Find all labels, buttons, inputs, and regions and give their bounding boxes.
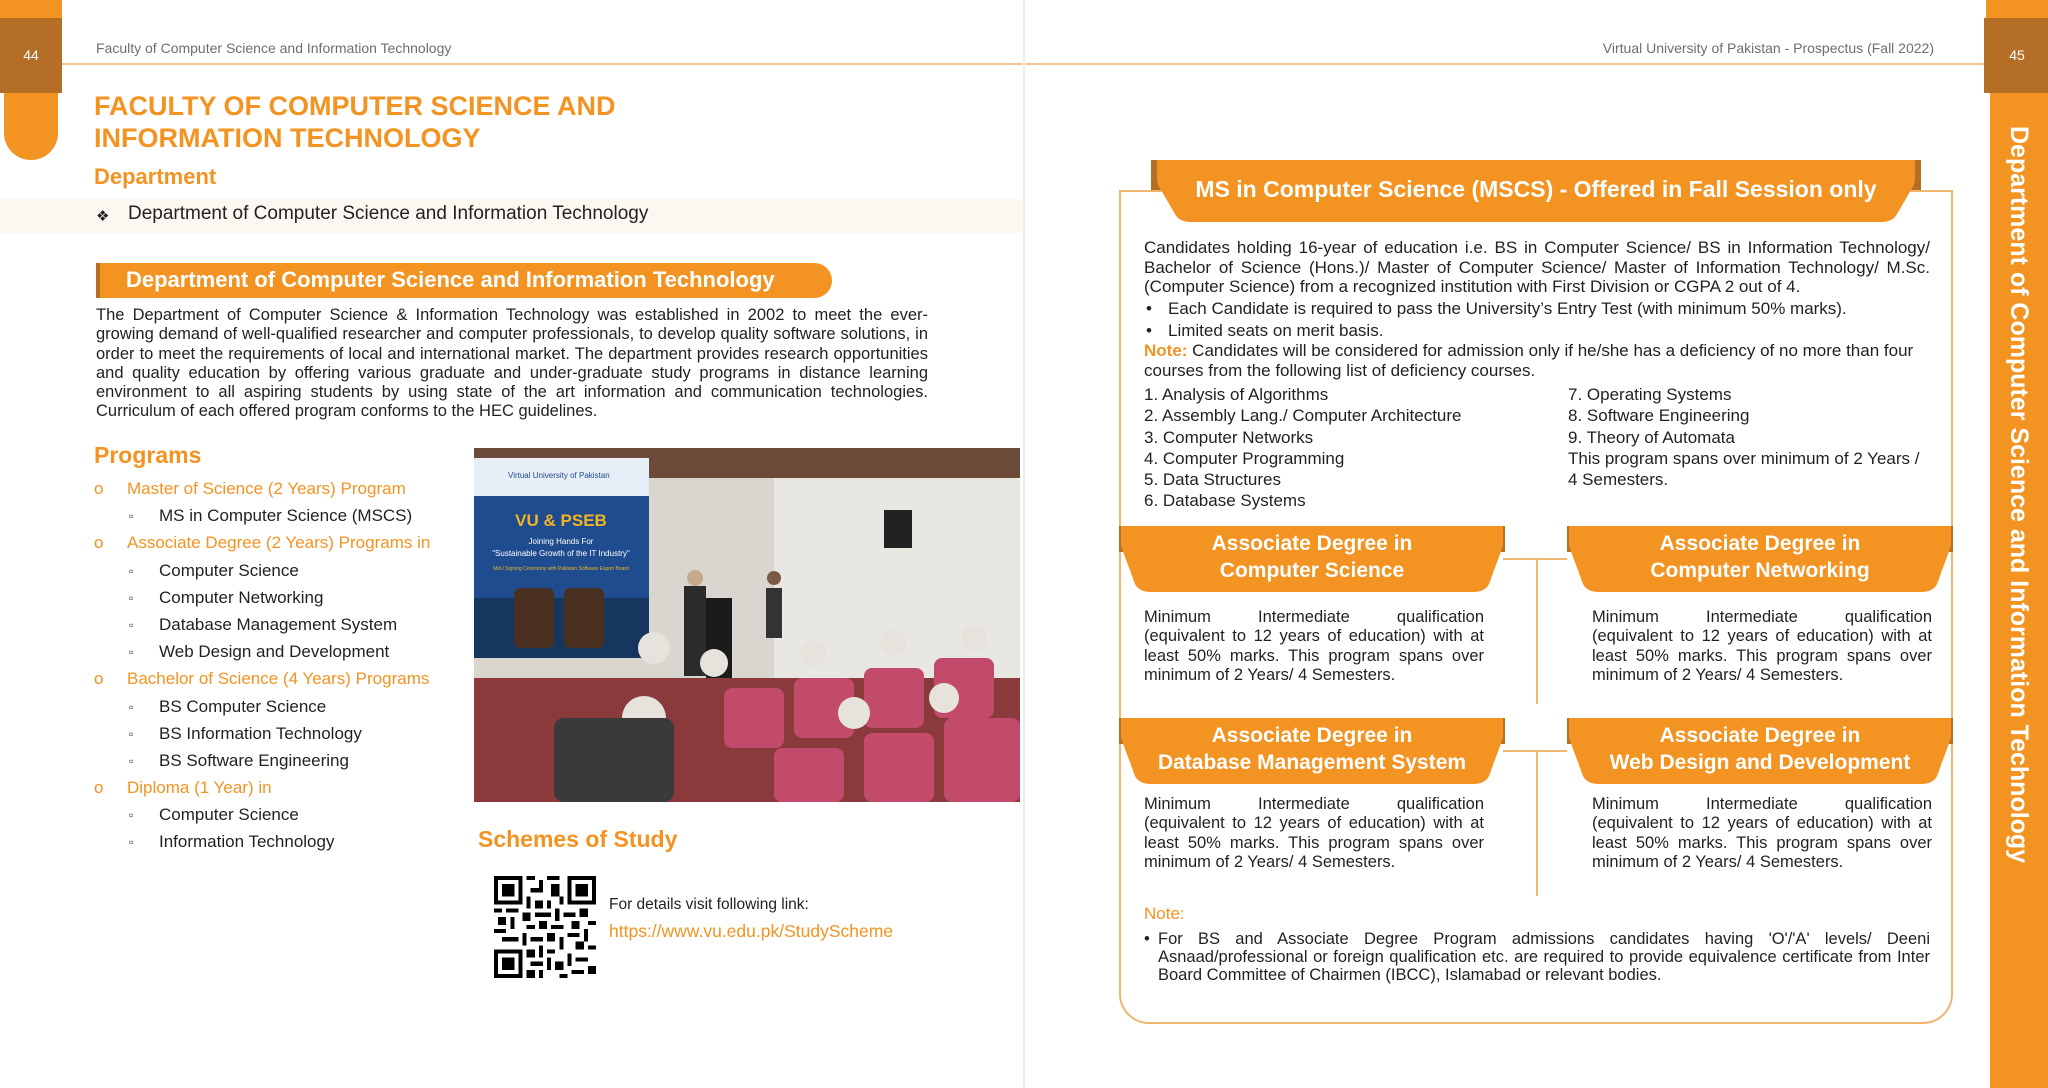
program-item [94,832,474,859]
deficiency-course: 1. Analysis of Algorithms [1144,385,1329,404]
schemes-caption: For details visit following link: [609,896,809,913]
program-label: Web Design and Development [159,642,390,662]
square-bullet-icon: ▫ [129,563,134,578]
program-label: Computer Science [159,805,299,825]
schemes-link[interactable]: https://www.vu.edu.pk/StudyScheme [609,921,894,941]
circle-bullet-icon: o [94,669,104,689]
banner-title: Department of Computer Science and Information Technology [126,267,775,292]
program-item [94,642,474,669]
program-item [94,697,474,724]
photo-banner-title: VU & PSEB [515,511,607,530]
intro-paragraph: The Department of Computer Science & Information Technology was established in 2002 to meet the ever-growing demand of well-qualified researcher and computer professionals, to develop quality software solutions, in order to meet the requirements of local and international market. The department provides research opportunities and quality education by offering various graduate and under-graduate study programs in distance learning environment to all aspiring students by using state of the art information and communication technologies. Curriculum of each offered program conforms to the HEC guidelines. [96,306,928,421]
square-bullet-icon: ▫ [129,617,134,632]
photo-banner-org: Virtual University of Pakistan [508,471,610,480]
ms-bullet: • Limited seats on merit basis. [1146,320,1384,340]
deficiency-course: 4. Computer Programming [1144,448,1345,468]
ms-title: MS in Computer Science (MSCS) - Offered in Fall Session only [1195,176,1877,202]
left-page [0,0,1023,1088]
circle-bullet-icon: o [94,533,104,553]
square-bullet-icon: ▫ [129,645,134,660]
page-number-right: 45 [2009,47,2025,63]
ms-note-text: Candidates will be considered for admission only if he/she has a deficiency of no more than four courses from the following list of deficiency courses. [1144,341,1914,380]
bottom-note-label: Note: [1144,904,1185,923]
square-bullet-icon: ▫ [129,590,134,605]
deficiency-course: 5. Data Structures [1144,470,1282,490]
program-label: Database Management System [159,614,398,634]
program-label: Information Technology [159,832,335,852]
program-category [94,778,474,805]
department-banner [96,263,832,298]
program-label: Computer Science [159,560,299,580]
assoc-body-dbms: Minimum Intermediate qualification (equivalent to 12 years of education) with at least 50% marks. This program spans over minimum of 2 Years/ 4 Semesters. [1144,795,1484,871]
assoc-title-web: Associate Degree in Web Design and Development [1609,724,1911,774]
deficiency-courses-col2 [1568,384,1930,490]
program-category [94,479,474,506]
deficiency-course: 6. Database Systems [1144,491,1306,511]
program-item [94,805,474,832]
bottom-note-text: For BS and Associate Degree Program admissions candidates having 'O'/'A' levels/ Deeni Asnaad/professional or foreign qualification etc. are required to provide equivalence certificate from Inter Board Committee of Chairmen (IBCC), Islamabad or relevant bodies. [1158,930,1930,984]
programs-heading: Programs [94,442,202,468]
program-label: Associate Degree (2 Years) Programs in [127,533,431,553]
square-bullet-icon: ▫ [129,808,134,823]
assoc-body-web: Minimum Intermediate qualification (equivalent to 12 years of education) with at least 50% marks. This program spans over minimum of 2 Years/ 4 Semesters. [1592,795,1932,871]
assoc-title-dbms: Associate Degree in Database Management System [1157,724,1467,774]
square-bullet-icon: ▫ [129,835,134,850]
square-bullet-icon: ▫ [129,726,134,741]
program-category [94,533,474,560]
program-label: BS Software Engineering [159,750,349,770]
bottom-note: • For BS and Associate Degree Program admissions candidates having 'O'/'A' levels/ Deeni Asnaad/professional or foreign qualification etc. are required to provide equivalence certificate from Inter Board Committee of Chairmen (IBCC), Islamabad or relevant bodies. [1144,930,1930,984]
department-heading: Department [94,164,217,189]
side-title: Department of Computer Science and Information Technology [2005,126,2033,864]
program-item [94,506,474,533]
ms-note [1144,341,1930,380]
department-list-row [0,199,1023,233]
department-item: Department of Computer Science and Information Technology [128,203,649,224]
program-label: BS Computer Science [159,696,327,716]
photo-banner-sub3: MoU Signing Ceremony with Pakistan Software Export Board [493,566,629,572]
program-item [94,561,474,588]
page-number-left: 44 [23,47,39,63]
photo-banner-sub1: Joining Hands For [528,537,594,546]
square-bullet-icon: ▫ [129,509,134,524]
program-label: Bachelor of Science (4 Years) Programs [127,669,430,689]
program-item [94,751,474,778]
program-label: MS in Computer Science (MSCS) [159,506,413,526]
assoc-body-cs: Minimum Intermediate qualification (equivalent to 12 years of education) with at least 50% marks. This program spans over minimum of 2 Years/ 4 Semesters. [1144,608,1484,684]
banner-edge [96,263,100,298]
program-label: Computer Networking [159,587,324,607]
deficiency-course: 2. Assembly Lang./ Computer Architecture [1144,406,1462,426]
ms-bullets [1144,298,1930,341]
program-item [94,615,474,642]
grid-divider [1536,750,1538,896]
program-label: BS Information Technology [159,723,362,743]
running-header-left: Faculty of Computer Science and Information Technology [96,40,452,56]
program-item [94,724,474,751]
grid-connector [1503,558,1567,560]
program-item [94,588,474,615]
circle-bullet-icon: o [94,778,104,798]
deficiency-course: This program spans over minimum of 2 Years / 4 Semesters. [1568,448,1920,490]
programs-list [94,479,474,860]
ms-bullet: • Each Candidate is required to pass the University’s Entry Test (with minimum 50% marks). [1146,299,1847,318]
deficiency-course: 3. Computer Networks [1144,427,1314,447]
header-rule [0,63,1023,65]
deficiency-course: 7. Operating Systems [1568,385,1732,404]
grid-connector [1503,750,1567,752]
square-bullet-icon: ▫ [129,753,134,768]
header-rule-right [1025,63,1987,65]
qr-code-icon[interactable] [494,876,596,978]
event-photo [474,448,1020,802]
assoc-title-cn: Associate Degree in Computer Networking [1650,532,1870,582]
square-bullet-icon: ▫ [129,699,134,714]
diamond-bullet-icon: ❖ [96,208,110,225]
ms-note-label: Note: [1144,341,1188,360]
deficiency-courses-col1 [1144,384,1564,512]
deficiency-course: 9. Theory of Automata [1568,427,1735,447]
event-photo-illustration [474,448,1020,802]
page-tab-strip [0,0,62,18]
assoc-body-cn: Minimum Intermediate qualification (equivalent to 12 years of education) with at least 50% marks. This program spans over minimum of 2 Years/ 4 Semesters. [1592,608,1932,684]
photo-banner-sub2: "Sustainable Growth of the IT Industry" [492,549,630,558]
faculty-title: FACULTY OF COMPUTER SCIENCE AND INFORMATION TECHNOLOGY [94,91,616,153]
running-header-right: Virtual University of Pakistan - Prospectus (Fall 2022) [1602,40,1934,56]
schemes-heading: Schemes of Study [478,826,678,852]
assoc-title-cs: Associate Degree in Computer Science [1211,532,1413,582]
program-label: Master of Science (2 Years) Program [127,479,406,498]
grid-divider [1536,558,1538,704]
page-tab-strip-right [1986,0,2048,18]
ms-eligibility: Candidates holding 16-year of education i.e. BS in Computer Science/ BS in Information Technology/ Bachelor of Science (Hons.)/ Master of Computer Science/ Master of Information Technology/ M.Sc. (Computer Science) from a recognized institution with First Division or CGPA 2 out of 4. [1144,238,1930,296]
program-label: Diploma (1 Year) in [127,778,272,798]
circle-bullet-icon: o [94,479,104,498]
program-category [94,669,474,696]
deficiency-course: 8. Software Engineering [1568,406,1750,426]
